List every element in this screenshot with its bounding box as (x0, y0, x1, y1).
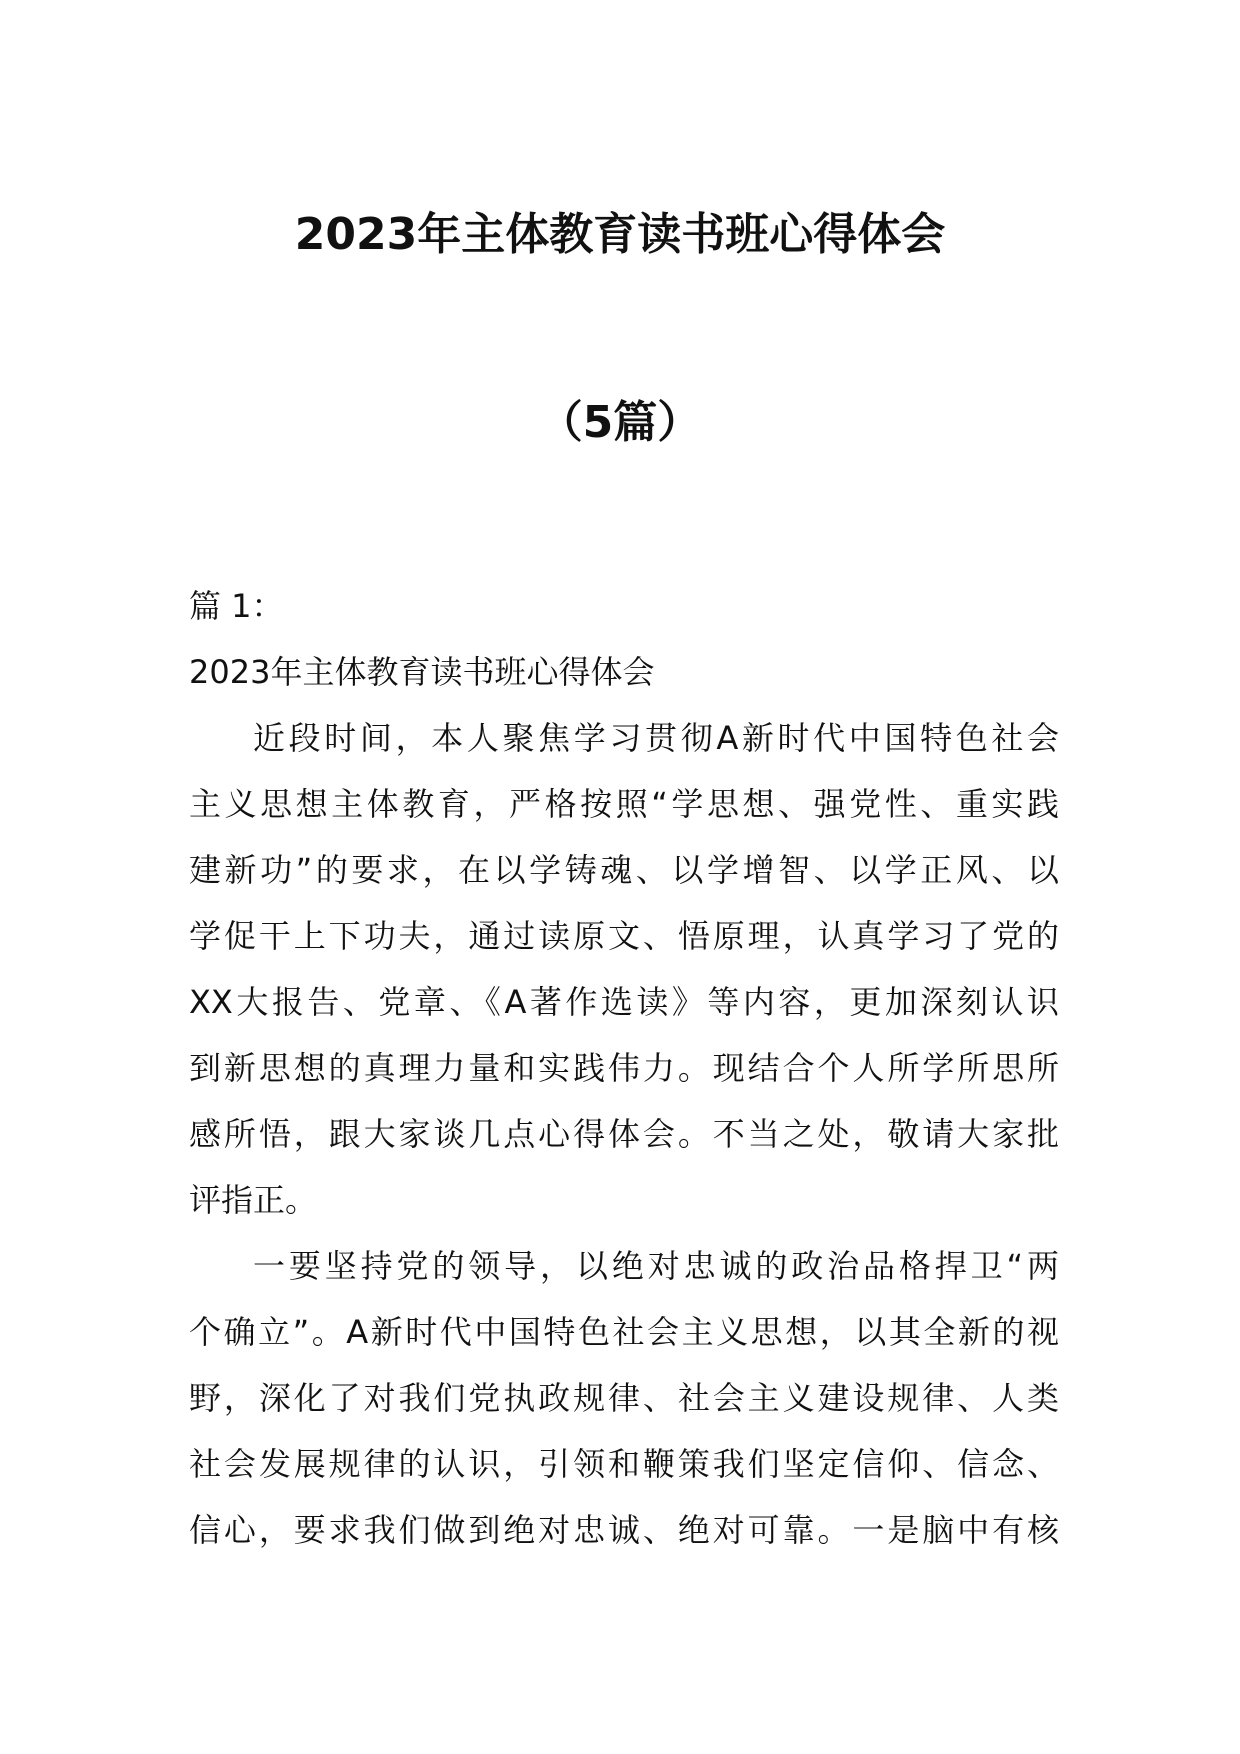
paragraph-line: 评指正。 (189, 1181, 318, 1219)
paragraph-line: 一要坚持党的领导，以绝对忠诚的政治品格捍卫“两 (253, 1247, 1059, 1285)
paragraph-line: 学促干上下功夫，通过读原文、悟原理，认真学习了党的 (189, 917, 1059, 955)
paragraph-line: 建新功”的要求，在以学铸魂、以学增智、以学正风、以 (189, 851, 1059, 889)
paragraph-line: XX大报告、党章、《A著作选读》等内容，更加深刻认识 (189, 983, 1059, 1021)
document-subtitle: （5篇） (538, 397, 702, 448)
document-title: 2023年主体教育读书班心得体会 (294, 209, 946, 260)
paragraph-line: 主义思想主体教育，严格按照“学思想、强党性、重实践 (189, 785, 1059, 823)
document-body (189, 573, 1059, 1563)
paragraph-line: 社会发展规律的认识，引领和鞭策我们坚定信仰、信念、 (189, 1445, 1059, 1483)
section-title: 2023年主体教育读书班心得体会 (189, 653, 655, 691)
paragraph-line: 信心，要求我们做到绝对忠诚、绝对可靠。一是脑中有核 (189, 1511, 1059, 1549)
paragraph-line: 到新思想的真理力量和实践伟力。现结合个人所学所思所 (189, 1049, 1059, 1087)
paragraph-line: 感所悟，跟大家谈几点心得体会。不当之处，敬请大家批 (189, 1115, 1059, 1153)
paragraph-line: 野，深化了对我们党执政规律、社会主义建设规律、人类 (189, 1379, 1059, 1417)
paragraph-line: 近段时间，本人聚焦学习贯彻A新时代中国特色社会 (253, 719, 1059, 757)
paragraph-line: 个确立”。A新时代中国特色社会主义思想，以其全新的视 (189, 1313, 1059, 1351)
section-label: 篇 1： (189, 587, 284, 625)
